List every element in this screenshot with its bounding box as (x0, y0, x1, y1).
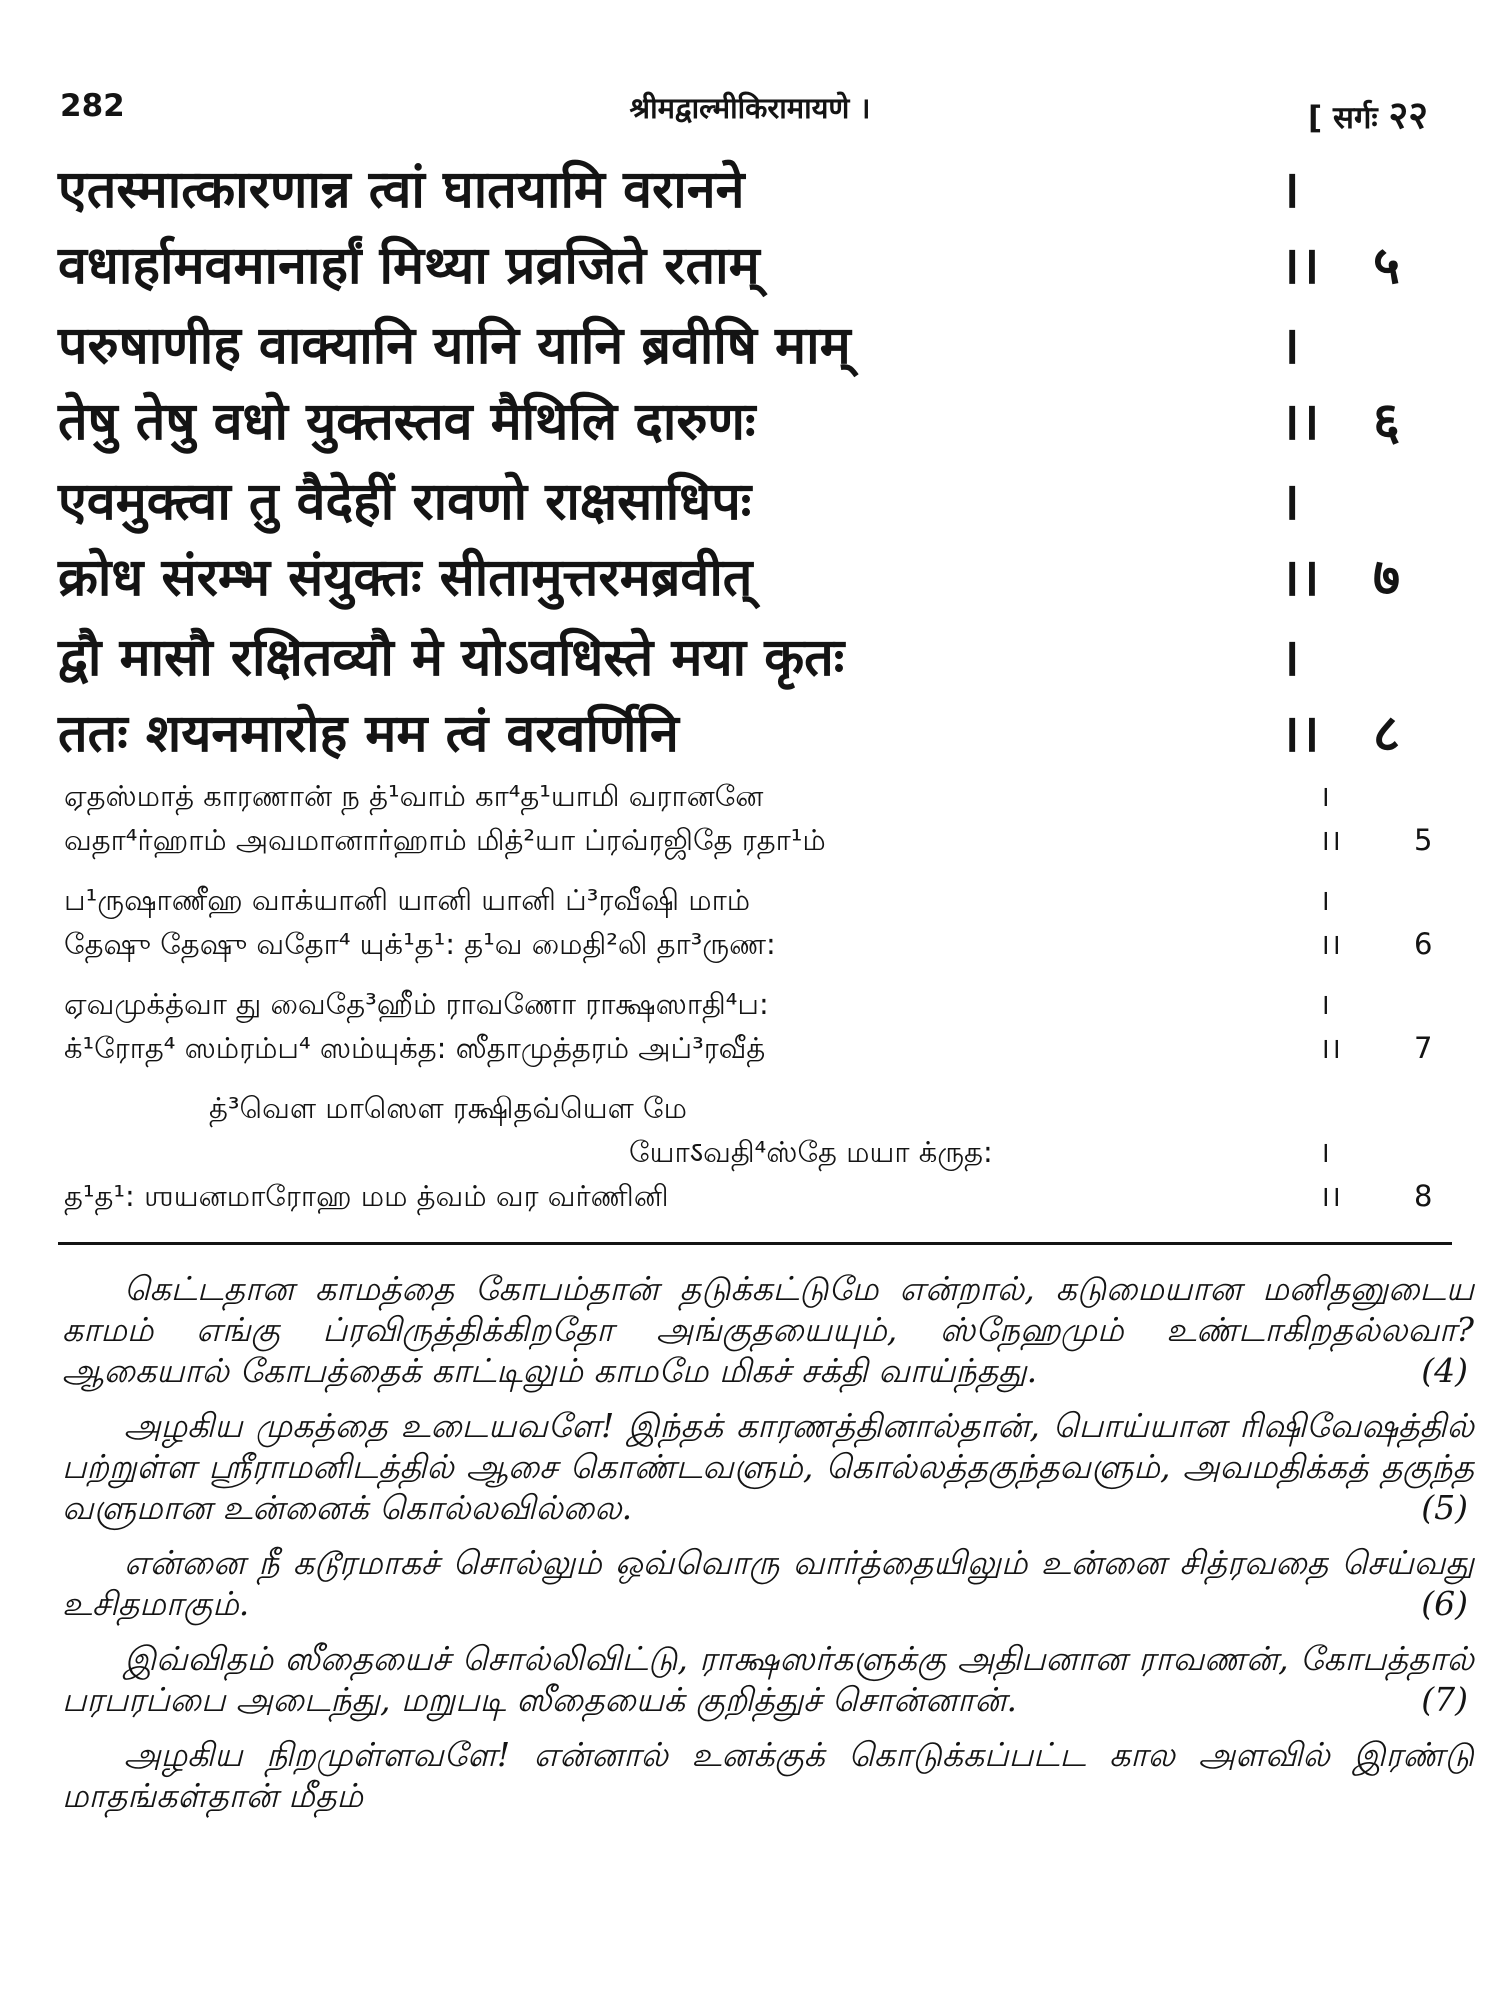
page-header (60, 88, 1440, 138)
danda: । (1319, 883, 1330, 917)
page-number: 282 (60, 88, 125, 124)
tamil-verse-8 (64, 1086, 1464, 1218)
commentary (62, 1268, 1474, 1830)
translit-line: த¹த¹: ஶயனமாரோஹ மம த்வம் வர வர்ணினி (64, 1179, 669, 1213)
commentary-paragraph (62, 1542, 1474, 1624)
book-title: श्रीमद्वाल्मीकिरामायणे । (629, 91, 871, 125)
danda: । (1319, 987, 1330, 1021)
paragraph-text: என்னை நீ கடூரமாகச் சொல்லும் ஒவ்வொரு வார்த்தையிலும் உன்னை சித்ரவதை செய்வது உசிதமாகும். (62, 1543, 1474, 1623)
danda: । (1319, 779, 1330, 813)
commentary-paragraph (62, 1268, 1474, 1391)
translit-line: யோऽவதி⁴ஸ்தே மயா க்ருத: (629, 1135, 993, 1169)
tamil-verse-6 (64, 878, 1464, 966)
verse-line: एवमुक्त्वा तु वैदेहीं रावणो राक्षसाधिपः (58, 472, 752, 532)
double-danda: ।। (1319, 927, 1341, 961)
translit-line: த்³வௌ மாஸௌ ரக்ஷிதவ்யௌ மே (209, 1091, 687, 1125)
verse-line: परुषाणीह वाक्यानि यानि यानि ब्रवीषि माम् (58, 316, 851, 376)
verse-line: वधार्हामवमानार्हां मिथ्या प्रव्रजिते रताम् (58, 236, 760, 296)
sanskrit-verse-6 (58, 308, 1448, 460)
verse-number: 7 (1414, 1031, 1433, 1065)
sanskrit-verse-7 (58, 464, 1448, 616)
double-danda: ।। (1280, 392, 1320, 452)
verse-number: ७ (1373, 548, 1401, 608)
verse-number: 5 (1414, 823, 1433, 857)
double-danda: ।। (1319, 1179, 1341, 1213)
translit-line: க்¹ரோத⁴ ஸம்ரம்ப⁴ ஸம்யுக்த: ஸீதாமுத்தரம் அப்³ரவீத் (64, 1031, 766, 1065)
paragraph-text: அழகிய முகத்தை உடையவளே! இந்தக் காரணத்தினால்தான், பொய்யான ரிஷிவேஷத்தில் பற்றுள்ள ஸ்ரீராமனிடத்தில் ஆசை கொண்டவளும், கொல்லத்தகுந்தவளும், அவமதிக்கத் தகுந்த வளுமான உன்னைக் கொல்லவில்லை. (62, 1406, 1474, 1527)
double-danda: ।। (1280, 704, 1320, 764)
danda: । (1319, 1135, 1330, 1169)
section-divider (58, 1242, 1452, 1245)
paragraph-text: அழகிய நிறமுள்ளவளே! என்னால் உனக்குக் கொடுக்கப்பட்ட கால அளவில் இரண்டு மாதங்கள்தான் மீதம் (62, 1735, 1474, 1815)
verse-number: ५ (1373, 236, 1401, 296)
paragraph-number: (7) (1421, 1680, 1468, 1719)
paragraph-text: கெட்டதான காமத்தை கோபம்தான் தடுக்கட்டுமே என்றால், கடுமையான மனிதனுடைய காமம் எங்கு ப்ரவிருத்திக்கிறதோ அங்குதயையும், ஸ்நேஹமும் உண்டாகிறதல்லவா? ஆகையால் கோபத்தைக் காட்டிலும் காமமே மிகச் சக்தி வாய்ந்தது. (62, 1269, 1474, 1390)
commentary-paragraph (62, 1405, 1474, 1528)
verse-line: एतस्मात्कारणान्न त्वां घातयामि वरानने (58, 160, 745, 220)
commentary-paragraph (62, 1734, 1474, 1816)
double-danda: ।। (1319, 823, 1341, 857)
danda: । (1280, 316, 1300, 376)
verse-number: ६ (1373, 392, 1401, 452)
commentary-paragraph (62, 1638, 1474, 1720)
double-danda: ।। (1280, 548, 1320, 608)
paragraph-text: இவ்விதம் ஸீதையைச் சொல்லிவிட்டு, ராக்ஷஸர்களுக்கு அதிபனான ராவணன், கோபத்தால் பரபரப்பை அடைந்து, மறுபடி ஸீதையைக் குறித்துச் சொன்னான். (62, 1639, 1474, 1719)
paragraph-number: (6) (1421, 1584, 1468, 1623)
verse-number: ८ (1373, 704, 1401, 764)
sarga-label (1308, 88, 1428, 140)
double-danda: ।। (1280, 236, 1320, 296)
verse-number: 6 (1414, 927, 1433, 961)
danda: । (1280, 628, 1300, 688)
translit-line: வதா⁴ர்ஹாம் அவமானார்ஹாம் மித்²யா ப்ரவ்ரஜிதே ரதா¹ம் (64, 823, 826, 857)
verse-line: ततः शयनमारोह मम त्वं वरवर्णिनि (58, 704, 679, 764)
verse-line: तेषु तेषु वधो युक्तस्तव मैथिलि दारुणः (58, 392, 756, 452)
translit-line: ஏதஸ்மாத் காரணான் ந த்¹வாம் கா⁴த¹யாமி வரானனே (64, 779, 764, 813)
verse-line: क्रोध संरम्भ संयुक्तः सीतामुत्तरमब्रवीत् (58, 548, 753, 608)
translit-line: ப¹ருஷாணீஹ வாக்யானி யானி யானி ப்³ரவீஷி மாம் (64, 883, 751, 917)
tamil-verse-7 (64, 982, 1464, 1070)
verse-number: 8 (1414, 1179, 1433, 1213)
sarga-number: २२ (1388, 93, 1428, 137)
sanskrit-verse-8 (58, 620, 1448, 772)
translit-line: தேஷு தேஷு வதோ⁴ யுக்¹த¹: த¹வ மைதி²லி தா³ருண: (64, 927, 776, 961)
paragraph-number: (5) (1421, 1488, 1468, 1527)
sanskrit-verse-5 (58, 152, 1448, 304)
paragraph-number: (4) (1421, 1351, 1468, 1390)
danda: । (1280, 160, 1300, 220)
tamil-verse-5 (64, 774, 1464, 862)
sarga-prefix: [ सर्गः (1308, 100, 1378, 136)
verse-line: द्वौ मासौ रक्षितव्यौ मे योऽवधिस्ते मया कृतः (58, 628, 845, 688)
double-danda: ।। (1319, 1031, 1341, 1065)
translit-line: ஏவமுக்த்வா து வைதே³ஹீம் ராவணோ ராக்ஷஸாதி⁴ப: (64, 987, 769, 1021)
danda: । (1280, 472, 1300, 532)
